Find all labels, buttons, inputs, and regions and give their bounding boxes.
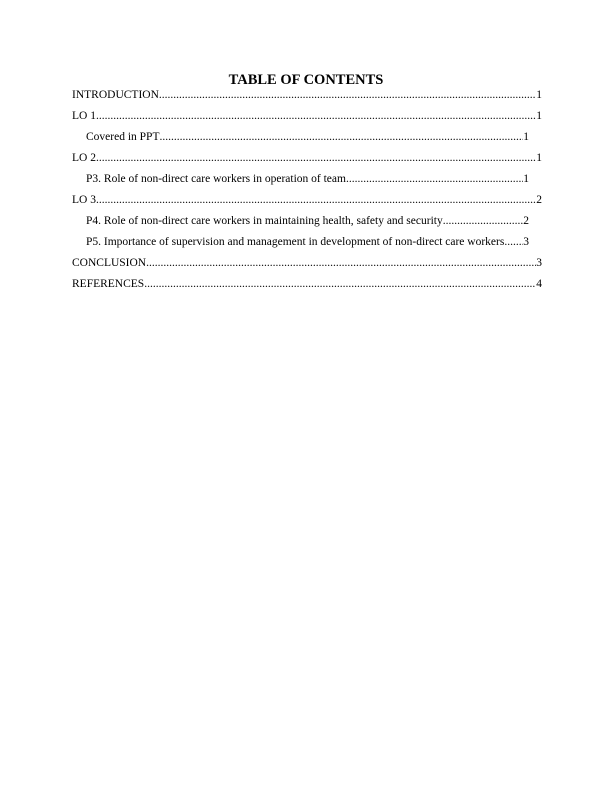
toc-page-number: 1 (536, 152, 542, 164)
toc-entry-label: P3. Role of non-direct care workers in operation of team (86, 173, 346, 185)
toc-entry-lo3[interactable] (72, 192, 542, 213)
toc-entry-label: LO 1 (72, 110, 96, 122)
toc-title: TABLE OF CONTENTS (228, 72, 384, 88)
toc-entry-p4[interactable] (72, 213, 529, 234)
toc-entry-references[interactable] (72, 276, 542, 297)
toc-entry-p3[interactable] (72, 171, 529, 192)
toc-dot-leader (504, 234, 523, 251)
toc-dot-leader (159, 129, 523, 146)
toc-page-number: 1 (536, 110, 542, 122)
toc-page-number: 2 (523, 215, 529, 227)
toc-page-number: 2 (536, 194, 542, 206)
toc-dot-leader (443, 213, 524, 230)
toc-entry-lo1[interactable] (72, 108, 542, 129)
toc-entry-label: P5. Importance of supervision and management in development of non-direct care workers (86, 236, 505, 248)
toc-dot-leader (144, 276, 536, 293)
toc-dot-leader (159, 87, 536, 104)
toc-dot-leader (96, 192, 536, 209)
toc-list (72, 87, 542, 297)
toc-page-number: 1 (536, 89, 542, 101)
toc-entry-p5[interactable] (72, 234, 529, 255)
toc-entry-label: Covered in PPT (86, 131, 160, 143)
toc-dot-leader (146, 255, 536, 272)
toc-dot-leader (96, 108, 536, 125)
toc-entry-introduction[interactable] (72, 87, 542, 108)
toc-dot-leader (346, 171, 523, 188)
toc-entry-label: INTRODUCTION (72, 89, 159, 101)
toc-entry-lo2[interactable] (72, 150, 542, 171)
toc-entry-label: P4. Role of non-direct care workers in maintaining health, safety and security (86, 215, 443, 227)
toc-dot-leader (96, 150, 536, 167)
toc-page-number: 1 (523, 173, 529, 185)
toc-entry-conclusion[interactable] (72, 255, 542, 276)
toc-page-number: 1 (523, 131, 529, 143)
toc-entry-label: LO 3 (72, 194, 96, 206)
toc-page-number: 4 (536, 278, 542, 290)
toc-entry-label: CONCLUSION (72, 257, 147, 269)
toc-entry-covered-in-ppt[interactable] (72, 129, 529, 150)
toc-entry-label: REFERENCES (72, 278, 145, 290)
toc-page-number: 3 (536, 257, 542, 269)
toc-page-number: 3 (523, 236, 529, 248)
toc-entry-label: LO 2 (72, 152, 96, 164)
